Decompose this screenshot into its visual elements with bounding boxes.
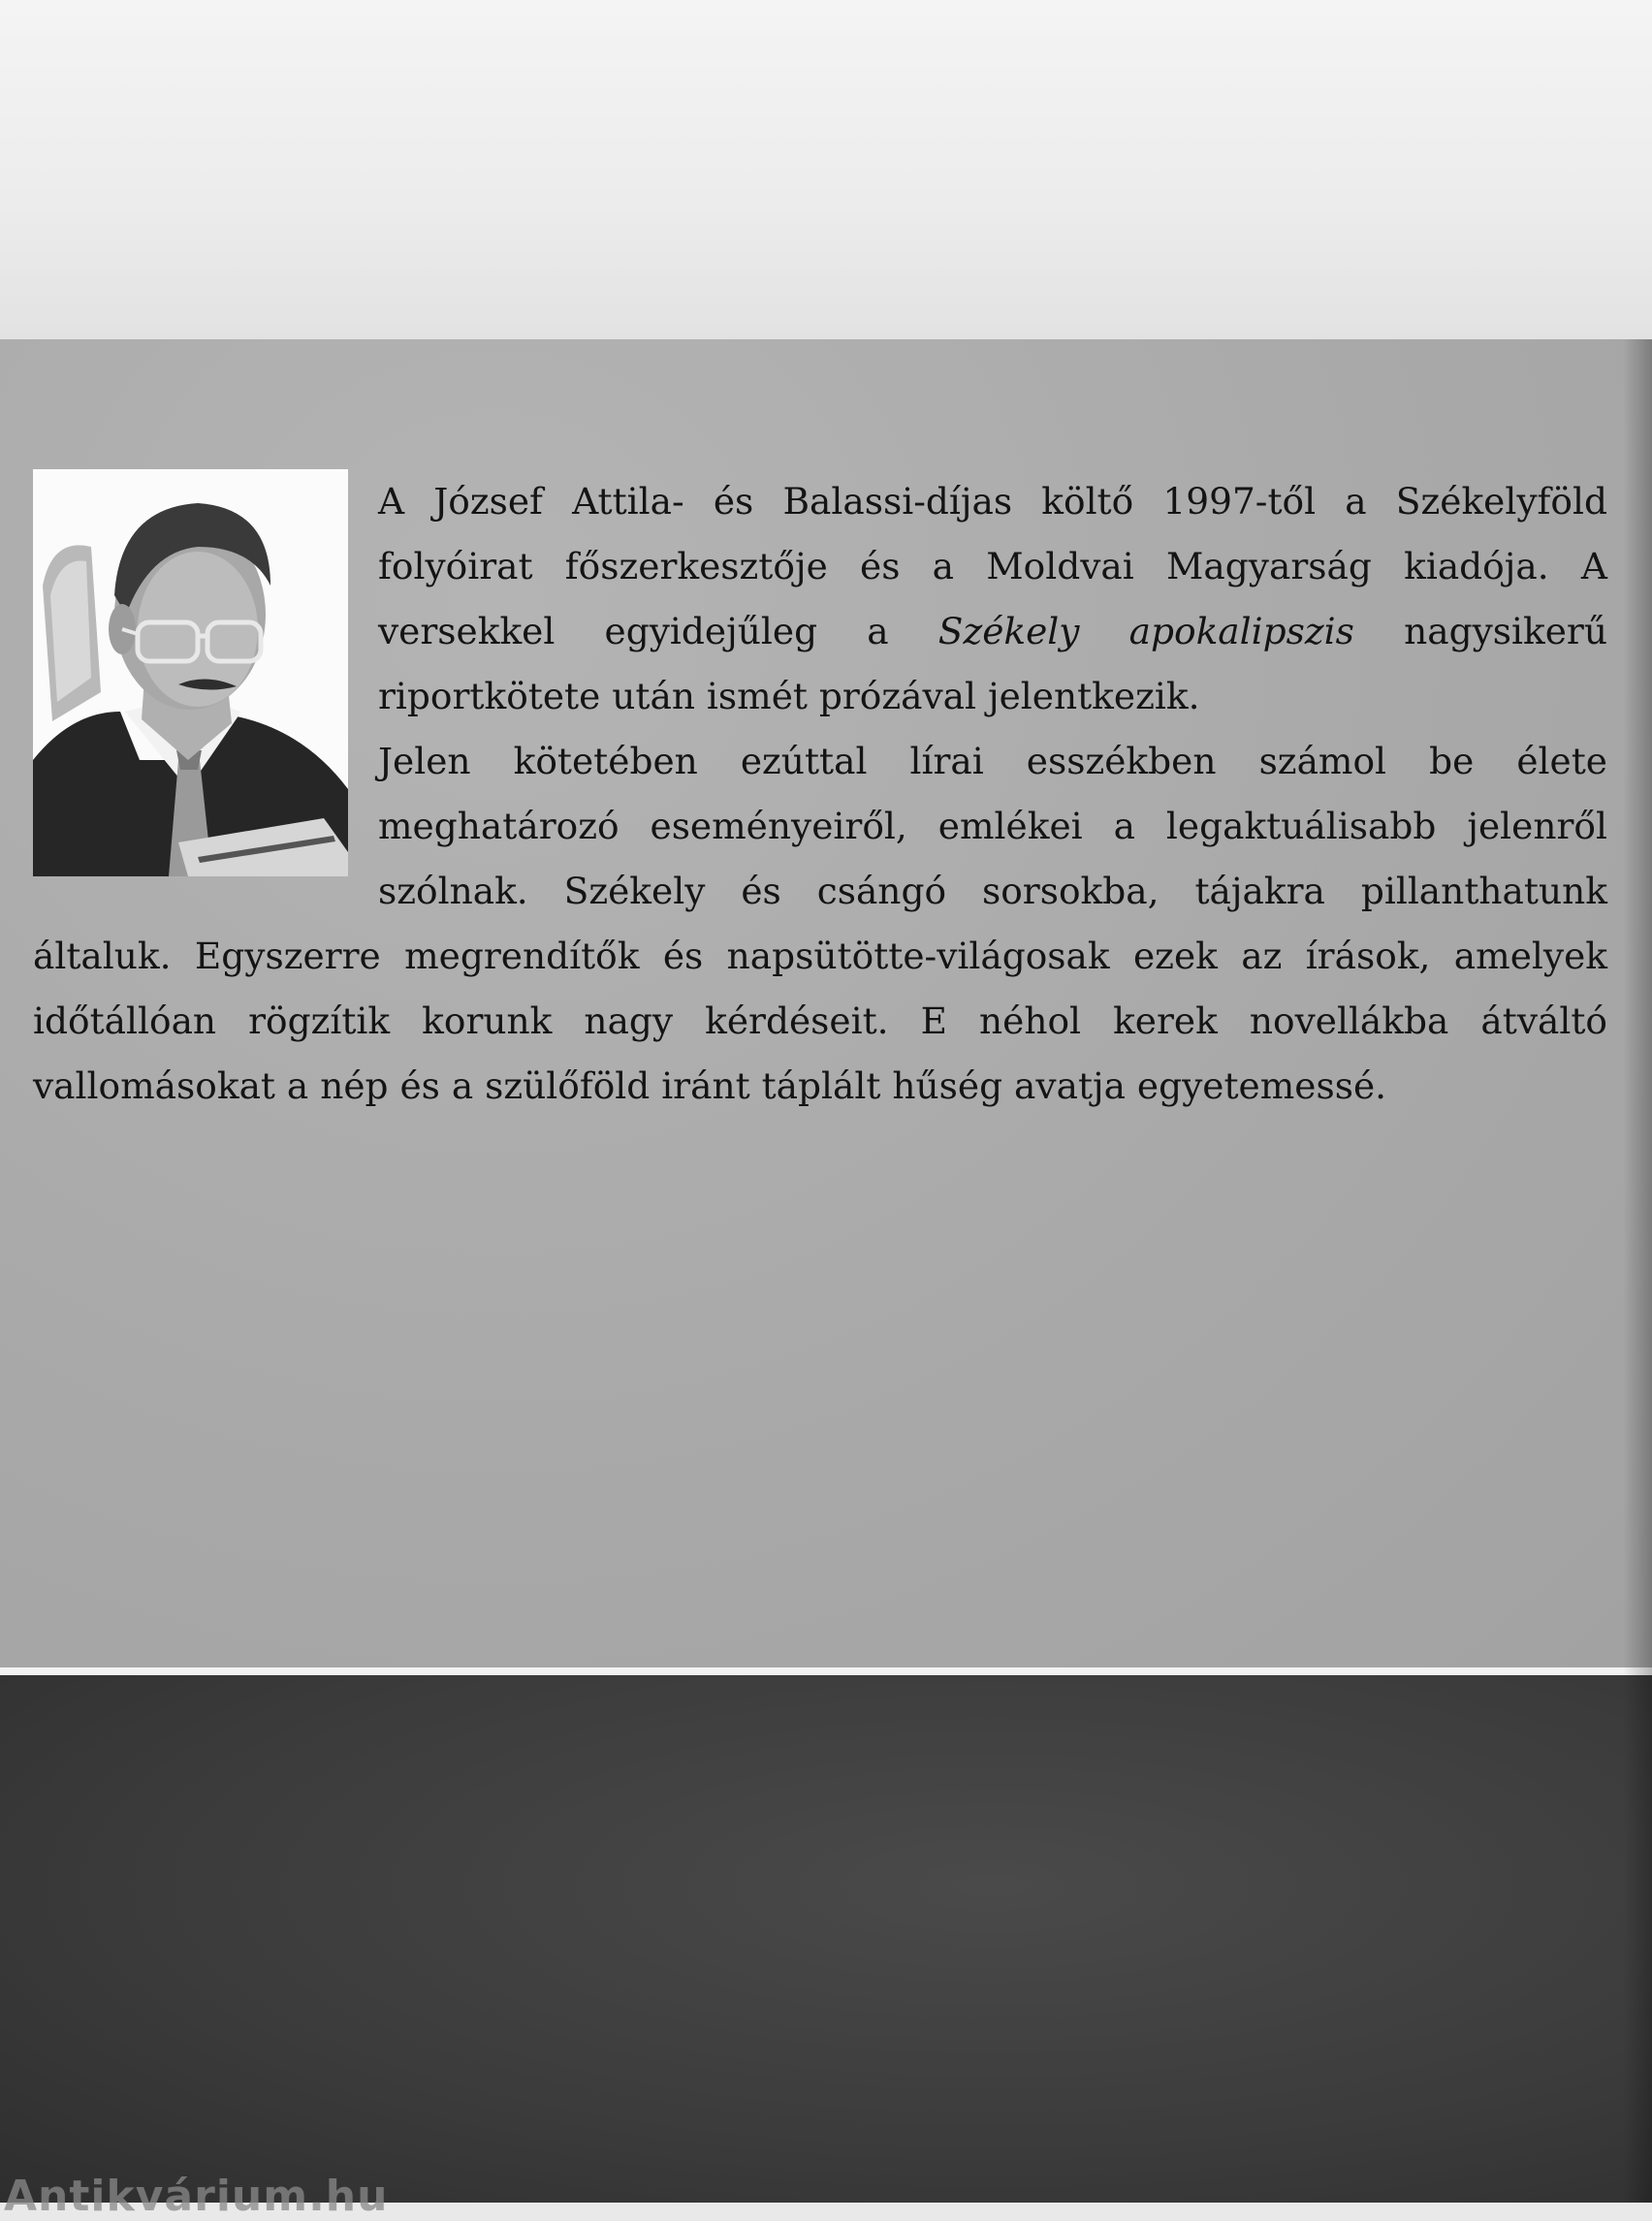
cover-dark-panel: [0, 1675, 1652, 2203]
watermark-text: Antikvárium.hu: [4, 2172, 389, 2221]
book-title-italic: Székely apokalipszis: [937, 610, 1354, 652]
blurb-paragraph-1-part-a: A József Attila- és Balassi-díjas költő 1997-től a Székelyföld folyóirat főszerkesztője és a Moldvai Magyarság kiadója. A versekkel egyidejűleg a: [378, 480, 1607, 652]
photo-wrap-space: [33, 469, 378, 905]
cover-edge-shadow: [1623, 339, 1652, 2203]
blurb-paragraph-1-part-b: nagysikerű riportkötete után ismét prózával jelentkezik.: [378, 610, 1607, 717]
author-blurb: [33, 469, 1607, 1119]
blurb-paragraph-2: Jelen kötetében ezúttal lírai esszékben számol be élete meghatározó eseményeiről, emlékei a legaktuálisabb jelenről szólnak. Székely és csángó sorsokba, tájakra pillanthatunk általuk. Egyszerre megrendítők és napsütötte-világosak ezek az írások, amelyek időtállóan rögzítik korunk nagy kérdéseit. E néhol kerek novellákba átváltó vallomásokat a nép és a szülőföld iránt táplált hűség avatja egyetemessé.: [33, 740, 1607, 1107]
paper-background: [0, 0, 1652, 341]
cover-divider-line: [0, 1667, 1652, 1675]
